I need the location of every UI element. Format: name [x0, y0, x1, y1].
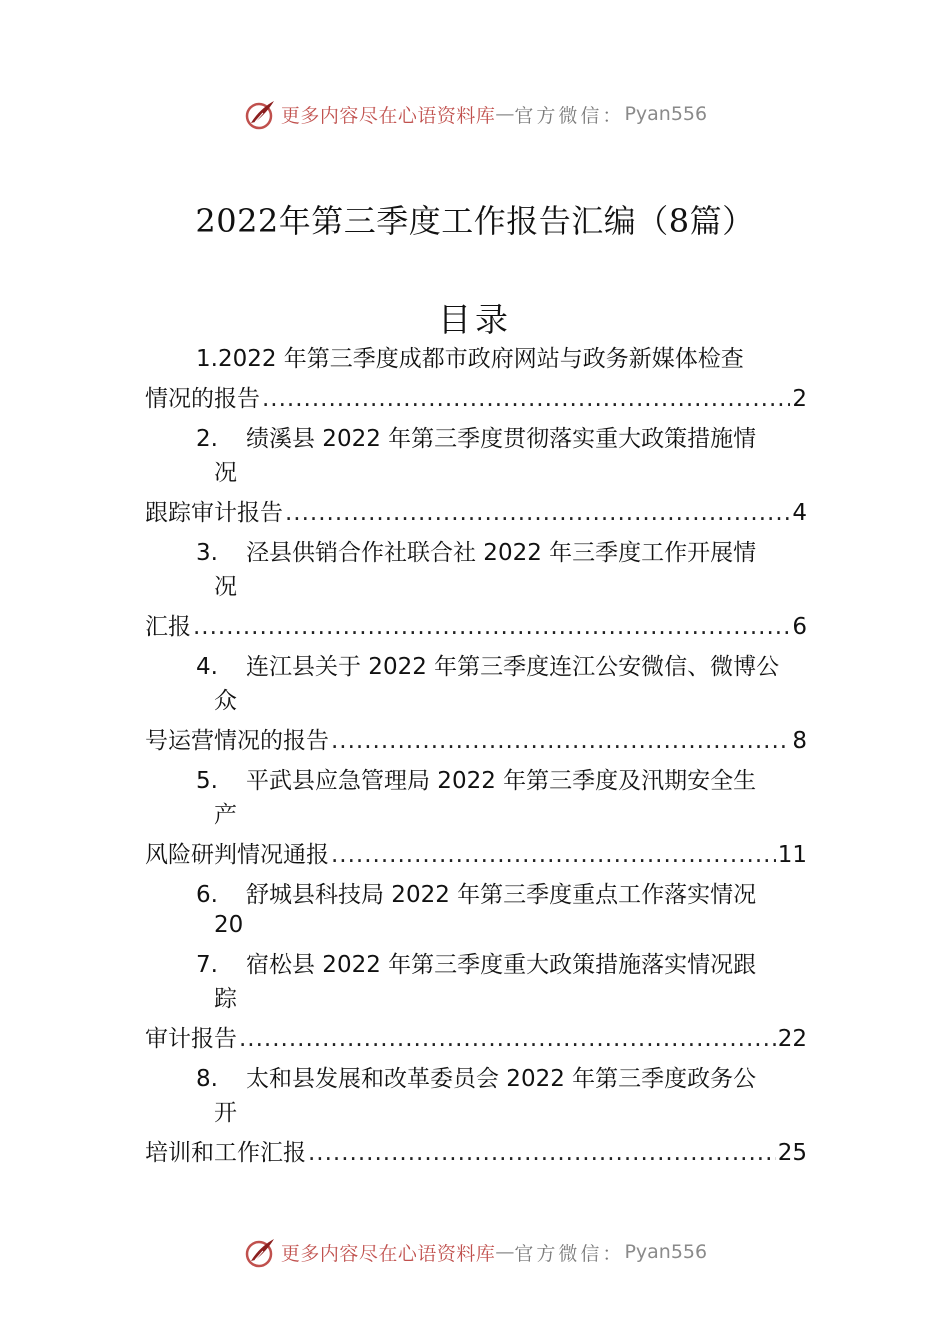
dot-leader [193, 612, 790, 642]
toc-item-2-title: 2. 绩溪县 2022 年第三季度贯彻落实重大政策措施情 [196, 426, 757, 452]
toc-item-8-wrap: 开 [214, 1100, 237, 1126]
toc-item-label: 跟踪审计报告 [145, 500, 283, 526]
dot-leader [239, 1024, 776, 1054]
toc-item-7-title: 7. 宿松县 2022 年第三季度重大政策措施落实情况跟 [196, 952, 757, 978]
toc-item-3-wrap: 况 [214, 574, 237, 600]
dot-leader [331, 840, 776, 870]
toc-item-3-row [145, 612, 807, 642]
toc-item-4-title: 4. 连江县关于 2022 年第三季度连江公安微信、微博公 [196, 654, 780, 680]
toc-page-number: 4 [792, 500, 807, 526]
toc-page-number: 11 [777, 842, 807, 868]
toc-page-number: 22 [777, 1026, 807, 1052]
toc-item-2-wrap: 况 [214, 460, 237, 486]
dot-leader [262, 384, 790, 414]
header-watermark [0, 94, 950, 134]
toc-page-number: 25 [777, 1140, 807, 1166]
toc-item-1-title: 1.2022 年第三季度成都市政府网站与政务新媒体检查 [196, 346, 744, 372]
watermark-separator: — [495, 103, 515, 125]
toc-item-5-row [145, 840, 807, 870]
toc-item-label: 汇报 [145, 614, 191, 640]
toc-item-4-row [145, 726, 807, 756]
toc-item-5-title: 5. 平武县应急管理局 2022 年第三季度及汛期安全生 [196, 768, 757, 794]
watermark-wechat-id: Pyan556 [624, 1241, 708, 1263]
toc-item-label: 号运营情况的报告 [145, 728, 329, 754]
toc-heading: 目录 [438, 300, 512, 339]
quill-logo-icon [243, 1235, 277, 1269]
watermark-wechat-label: 官方微信： [514, 1242, 625, 1265]
toc-item-7-wrap: 踪 [214, 986, 237, 1012]
toc-item-label: 培训和工作汇报 [145, 1140, 306, 1166]
watermark-brand: 更多内容尽在心语资料库 [280, 1242, 496, 1265]
watermark-brand: 更多内容尽在心语资料库 [280, 104, 496, 127]
quill-logo-icon [243, 97, 277, 131]
toc-item-6-title: 6. 舒城县科技局 2022 年第三季度重点工作落实情况 [196, 882, 757, 908]
toc-item-3-title: 3. 泾县供销合作社联合社 2022 年三季度工作开展情 [196, 540, 757, 566]
toc-item-5-wrap: 产 [214, 802, 237, 828]
dot-leader [308, 1138, 776, 1168]
toc-page-number: 8 [792, 728, 807, 754]
toc-page-number: 2 [792, 386, 807, 412]
toc-item-7-row [145, 1024, 807, 1054]
toc-item-4-wrap: 众 [214, 688, 237, 714]
toc-item-6-page: 20 [214, 912, 244, 938]
toc-item-label: 情况的报告 [145, 386, 260, 412]
watermark-separator: — [495, 1241, 515, 1263]
footer-watermark [0, 1232, 950, 1272]
toc-item-label: 风险研判情况通报 [145, 842, 329, 868]
toc-page-number: 6 [792, 614, 807, 640]
document-title: 2022年第三季度工作报告汇编（8篇） [195, 202, 755, 240]
toc-item-8-row [145, 1138, 807, 1168]
watermark-wechat-id: Pyan556 [624, 103, 708, 125]
toc-item-2-row [145, 498, 807, 528]
toc-item-label: 审计报告 [145, 1026, 237, 1052]
toc-item-1-row [145, 384, 807, 414]
toc-item-8-title: 8. 太和县发展和改革委员会 2022 年第三季度政务公 [196, 1066, 757, 1092]
dot-leader [331, 726, 790, 756]
watermark-wechat-label: 官方微信： [514, 104, 625, 127]
dot-leader [285, 498, 790, 528]
